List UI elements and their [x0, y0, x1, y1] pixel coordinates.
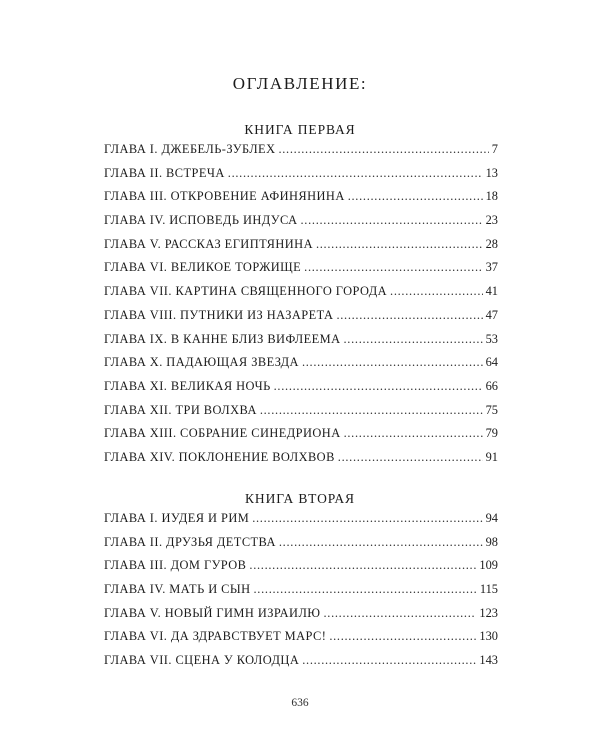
chapter-title: ГЛАВА V. РАССКАЗ ЕГИПТЯНИНА — [104, 236, 313, 251]
dot-leader — [274, 379, 483, 394]
toc-list-book-second — [104, 511, 498, 677]
dot-leader — [336, 308, 482, 323]
chapter-page-number: 75 — [485, 402, 498, 417]
chapter-page-number: 143 — [479, 653, 498, 668]
toc-entry — [104, 260, 498, 284]
dot-leader — [279, 535, 483, 550]
toc-title: ОГЛАВЛЕНИЕ: — [232, 74, 368, 93]
chapter-title: ГЛАВА VI. ВЕЛИКОЕ ТОРЖИЩЕ — [104, 260, 302, 275]
chapter-page-number: 123 — [479, 605, 498, 620]
chapter-page-number: 23 — [485, 213, 498, 228]
dot-leader — [228, 166, 483, 181]
toc-entry — [104, 213, 498, 237]
chapter-title: ГЛАВА XI. ВЕЛИКАЯ НОЧЬ — [104, 378, 271, 393]
dot-leader — [344, 426, 483, 441]
toc-entry — [104, 629, 498, 653]
toc-entry — [104, 308, 498, 332]
chapter-title: ГЛАВА I. ИУДЕЯ И РИМ — [104, 511, 250, 525]
chapter-title: ГЛАВА IX. В КАННЕ БЛИЗ ВИФЛЕЕМА — [104, 331, 341, 346]
chapter-title: ГЛАВА I. ДЖЕБЕЛЬ-ЗУБЛЕХ — [104, 142, 276, 156]
chapter-page-number: 53 — [485, 331, 498, 346]
chapter-title: ГЛАВА IV. МАТЬ И СЫН — [104, 582, 251, 597]
chapter-title: ГЛАВА IV. ИСПОВЕДЬ ИНДУСА — [104, 213, 298, 228]
chapter-page-number: 18 — [485, 189, 498, 204]
chapter-title: ГЛАВА VIII. ПУТНИКИ ИЗ НАЗАРЕТА — [104, 307, 334, 322]
chapter-page-number: 115 — [479, 582, 498, 597]
toc-list-book-first — [104, 142, 498, 474]
chapter-page-number: 130 — [479, 629, 498, 644]
chapter-page-number: 28 — [485, 236, 498, 251]
chapter-page-number: 79 — [485, 426, 498, 441]
dot-leader — [348, 189, 483, 204]
dot-leader — [316, 237, 483, 252]
dot-leader — [344, 332, 483, 347]
chapter-page-number: 47 — [485, 307, 498, 322]
dot-leader — [329, 629, 476, 644]
toc-entry — [104, 379, 498, 403]
chapter-title: ГЛАВА X. ПАДАЮЩАЯ ЗВЕЗДА — [104, 355, 299, 370]
chapter-title: ГЛАВА XII. ТРИ ВОЛХВА — [104, 402, 257, 417]
toc-entry — [104, 332, 498, 356]
chapter-title: ГЛАВА III. ОТКРОВЕНИЕ АФИНЯНИНА — [104, 189, 345, 204]
chapter-page-number: 41 — [485, 284, 498, 299]
chapter-title: ГЛАВА II. ДРУЗЬЯ ДЕТСТВА — [104, 534, 276, 549]
chapter-page-number: 98 — [485, 534, 498, 549]
chapter-page-number: 94 — [485, 511, 498, 525]
chapter-title: ГЛАВА II. ВСТРЕЧА — [104, 165, 225, 180]
toc-entry — [104, 426, 498, 450]
dot-leader — [302, 653, 476, 668]
dot-leader — [260, 403, 483, 418]
dot-leader — [301, 213, 483, 228]
dot-leader — [252, 511, 482, 526]
toc-entry — [104, 189, 498, 213]
toc-entry — [104, 166, 498, 190]
toc-entry — [104, 606, 498, 630]
dot-leader — [254, 582, 477, 597]
toc-entry — [104, 237, 498, 261]
chapter-page-number: 91 — [485, 449, 498, 464]
chapter-page-number: 13 — [485, 165, 498, 180]
chapter-title: ГЛАВА XIV. ПОКЛОНЕНИЕ ВОЛХВОВ — [104, 449, 335, 464]
dot-leader — [338, 450, 483, 465]
chapter-page-number: 109 — [479, 558, 498, 573]
chapter-page-number: 7 — [491, 142, 498, 156]
toc-entry — [104, 582, 498, 606]
chapter-title: ГЛАВА V. НОВЫЙ ГИМН ИЗРАИЛЮ — [104, 605, 321, 620]
toc-entry — [104, 284, 498, 308]
dot-leader — [390, 284, 483, 299]
toc-entry — [104, 558, 498, 582]
toc-entry — [104, 535, 498, 559]
toc-entry — [104, 450, 498, 474]
toc-entry — [104, 142, 498, 166]
dot-leader — [278, 142, 488, 157]
chapter-title: ГЛАВА VII. СЦЕНА У КОЛОДЦА — [104, 653, 300, 668]
chapter-page-number: 66 — [485, 378, 498, 393]
dot-leader — [302, 355, 483, 370]
chapter-title: ГЛАВА VI. ДА ЗДРАВСТВУЕТ МАРС! — [104, 629, 327, 644]
dot-leader — [304, 260, 482, 275]
chapter-page-number: 37 — [485, 260, 498, 275]
page-number: 636 — [291, 697, 309, 709]
toc-entry — [104, 403, 498, 427]
chapter-title: ГЛАВА VII. КАРТИНА СВЯЩЕННОГО ГОРОДА — [104, 284, 388, 299]
chapter-title: ГЛАВА XIII. СОБРАНИЕ СИНЕДРИОНА — [104, 426, 341, 441]
toc-entry — [104, 653, 498, 677]
toc-entry — [104, 355, 498, 379]
toc-entry — [104, 511, 498, 535]
dot-leader — [249, 558, 476, 573]
dot-leader — [324, 606, 477, 621]
chapter-title: ГЛАВА III. ДОМ ГУРОВ — [104, 558, 247, 573]
book-heading-first: КНИГА ПЕРВАЯ — [244, 122, 356, 137]
book-heading-second: КНИГА ВТОРАЯ — [245, 491, 355, 506]
chapter-page-number: 64 — [485, 355, 498, 370]
